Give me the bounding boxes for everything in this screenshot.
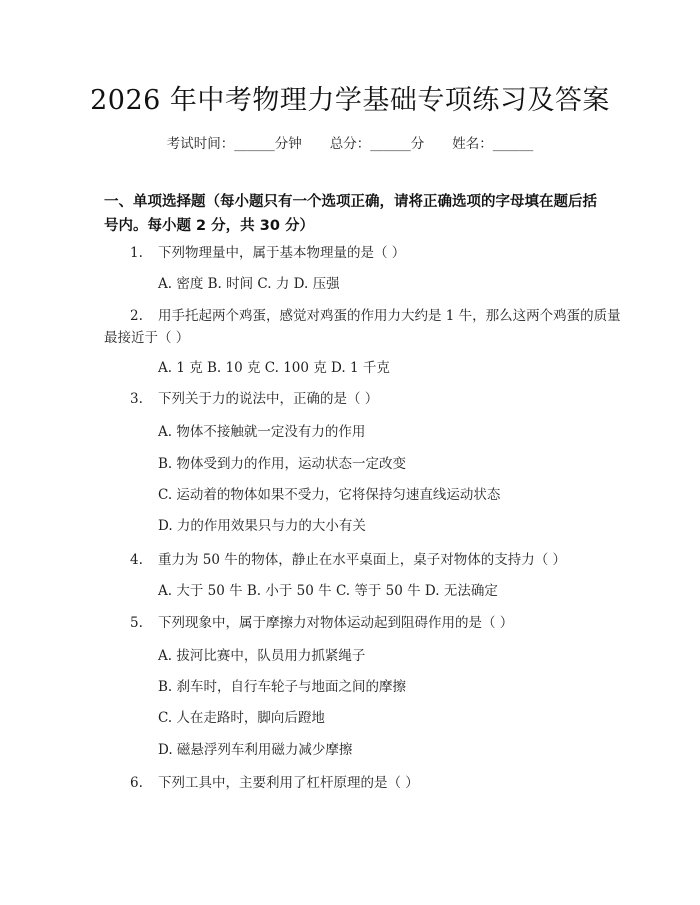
question-3-option-d: D. 力的作用效果只与力的大小有关 [158, 518, 366, 534]
total-score-field: 总分：______分 [329, 136, 425, 152]
question-number: 5. [130, 615, 143, 631]
question-4-options: A. 大于 50 牛 B. 小于 50 牛 C. 等于 50 牛 D. 无法确定 [158, 583, 498, 599]
question-3-option-a: A. 物体不接触就一定没有力的作用 [158, 424, 366, 440]
question-6 [130, 773, 419, 793]
question-5 [130, 613, 513, 633]
question-5-option-a: A. 拔河比赛中，队员用力抓紧绳子 [158, 648, 366, 664]
exam-time-field: 考试时间：______分钟 [166, 136, 302, 152]
question-5-option-d: D. 磁悬浮列车利用磁力减少摩擦 [158, 742, 353, 758]
question-number: 4. [130, 552, 143, 568]
question-4 [130, 550, 566, 570]
question-3-option-c: C. 运动着的物体如果不受力，它将保持匀速直线运动状态 [158, 487, 501, 503]
question-number: 2. [130, 308, 143, 324]
student-name-field: 姓名：______ [452, 136, 534, 152]
question-stem: 重力为 50 牛的物体，静止在水平桌面上，桌子对物体的支持力（ ） [158, 552, 567, 568]
question-number: 6. [130, 775, 143, 791]
question-stem: 用手托起两个鸡蛋，感觉对鸡蛋的作用力大约是 1 牛，那么这两个鸡蛋的质量最接近于（ ） [104, 308, 621, 346]
question-stem: 下列关于力的说法中，正确的是（ ） [158, 391, 379, 407]
question-5-option-c: C. 人在走路时，脚向后蹬地 [158, 710, 325, 726]
question-1 [130, 243, 405, 263]
question-number: 3. [130, 391, 143, 407]
exam-meta-line [0, 132, 700, 152]
document-title: 2026 年中考物理力学基础专项练习及答案 [90, 85, 610, 116]
question-stem: 下列现象中，属于摩擦力对物体运动起到阻碍作用的是（ ） [158, 615, 514, 631]
question-stem: 下列物理量中，属于基本物理量的是（ ） [158, 245, 406, 261]
section-heading: 一、单项选择题（每小题只有一个选项正确，请将正确选项的字母填在题后括号内。每小题 2 分，共 30 分） [104, 194, 597, 234]
question-stem: 下列工具中，主要利用了杠杆原理的是（ ） [158, 775, 419, 791]
question-5-option-b: B. 刹车时，自行车轮子与地面之间的摩擦 [158, 679, 407, 695]
question-2 [104, 305, 624, 349]
question-3-option-b: B. 物体受到力的作用，运动状态一定改变 [158, 456, 407, 472]
question-number: 1. [130, 245, 143, 261]
question-2-options: A. 1 克 B. 10 克 C. 100 克 D. 1 千克 [158, 360, 390, 376]
question-1-options: A. 密度 B. 时间 C. 力 D. 压强 [158, 276, 340, 292]
question-3 [130, 389, 378, 409]
